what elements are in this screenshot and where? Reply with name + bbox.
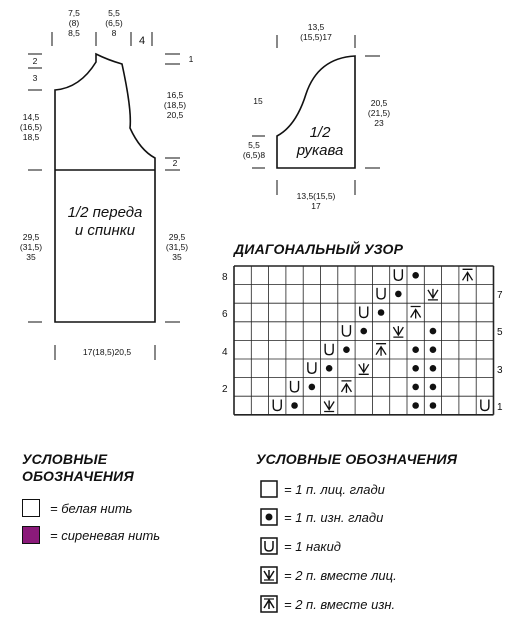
pattern-title: ДИАГОНАЛЬНЫЙ УЗОР — [234, 241, 404, 257]
dim-sleeve-top: 13,5 (15,5)17 — [300, 22, 332, 42]
dim-body-left: 29,5 (31,5) 35 — [19, 232, 43, 262]
purl-stitch-mark — [430, 384, 437, 391]
dim-2-right: 2 — [172, 158, 178, 168]
purl-stitch-mark — [291, 402, 298, 409]
knit-two-together-mark — [393, 326, 403, 337]
purl-stitch-mark — [412, 272, 419, 279]
dim-armhole-right: 16,5 (18,5) 20,5 — [163, 90, 187, 120]
dim-armhole-left: 14,5 (16,5) 18,5 — [19, 112, 43, 142]
purl-two-together-icon — [260, 595, 278, 613]
dim-sleeve-bottom: 13,5(15,5) 17 — [296, 191, 336, 211]
purl-two-together-mark — [463, 269, 473, 281]
knit-two-together-mark — [324, 401, 334, 412]
legend-yarn-over — [260, 537, 341, 555]
symbol-legend-heading: УСЛОВНЫЕ ОБОЗНАЧЕНИЯ — [256, 451, 458, 467]
legend-lilac-yarn — [22, 526, 160, 544]
knit-two-together-mark — [359, 363, 369, 374]
dim-sleeve-cap-right: 20,5 (21,5) 23 — [367, 98, 391, 128]
yarn-over-mark — [325, 344, 333, 355]
legend-knit — [260, 480, 385, 498]
row-number-left: 2 — [222, 384, 228, 395]
dim-1-right: 1 — [188, 54, 194, 64]
legend-k2tog-text: = 2 п. вместе лиц. — [284, 567, 397, 583]
purl-two-together-mark — [411, 307, 421, 319]
yarn-over-mark — [291, 381, 299, 392]
legend-lilac-yarn-text: = сиреневая нить — [50, 527, 161, 543]
yarn-over-mark — [377, 288, 385, 299]
purl-stitch-mark — [395, 291, 402, 298]
color-legend-heading: УСЛОВНЫЕ ОБОЗНАЧЕНИЯ — [22, 451, 134, 484]
purl-stitch-mark — [360, 328, 367, 335]
purl-stitch-mark — [430, 346, 437, 353]
purl-two-together-mark — [376, 344, 386, 356]
yarn-over-mark — [273, 400, 281, 411]
purl-stitch-mark — [343, 346, 350, 353]
legend-purl-text: = 1 п. изн. глади — [284, 509, 384, 525]
yarn-over-mark — [481, 400, 489, 411]
legend-k2tog — [260, 566, 397, 584]
sleeve-label: 1/2 рукава — [296, 124, 344, 159]
purl-stitch-mark — [412, 365, 419, 372]
row-number-left: 6 — [222, 309, 228, 320]
legend-white-yarn-text: = белая нить — [50, 500, 133, 516]
purl-stitch-mark — [378, 309, 385, 316]
purl-stitch-mark — [430, 402, 437, 409]
purl-stitch-icon — [260, 508, 278, 526]
purl-two-together-mark — [341, 381, 351, 393]
yarn-over-mark — [360, 307, 368, 318]
dim-3-left: 3 — [32, 73, 38, 83]
knit-two-together-mark — [428, 289, 438, 300]
purl-stitch-mark — [412, 402, 419, 409]
dim-shoulder-left: 7,5 (8) 8,5 — [68, 8, 80, 38]
knit-two-together-icon — [260, 566, 278, 584]
row-number-left: 8 — [222, 272, 228, 283]
purl-stitch-mark — [412, 384, 419, 391]
dim-neck-drop: 4 — [138, 35, 146, 47]
row-number-right: 5 — [497, 327, 503, 338]
front-back-label: 1/2 переда и спинки — [67, 204, 143, 239]
dim-width: 17(18,5)20,5 — [82, 347, 132, 357]
yarn-over-icon — [260, 537, 278, 555]
purl-stitch-mark — [326, 365, 333, 372]
dim-body-right: 29,5 (31,5) 35 — [165, 232, 189, 262]
yarn-over-mark — [308, 362, 316, 373]
legend-p2tog — [260, 595, 395, 613]
white-yarn-swatch — [22, 499, 40, 517]
purl-stitch-mark — [430, 365, 437, 372]
knit-stitch-icon — [260, 480, 278, 498]
dim-sleeve-bottom-left: 5,5 (6,5)8 — [242, 140, 266, 160]
row-number-right: 3 — [497, 365, 503, 376]
purl-stitch-mark — [412, 346, 419, 353]
row-number-left: 4 — [222, 347, 228, 358]
yarn-over-mark — [394, 269, 402, 280]
legend-yarn-over-text: = 1 накид — [284, 538, 341, 554]
dim-shoulder-mid: 5,5 (6,5) 8 — [105, 8, 123, 38]
purl-stitch-mark — [430, 328, 437, 335]
legend-white-yarn — [22, 499, 132, 517]
lilac-yarn-swatch — [22, 526, 40, 544]
purl-stitch-mark — [309, 384, 316, 391]
row-number-right: 1 — [497, 402, 503, 413]
legend-knit-text: = 1 п. лиц. глади — [284, 481, 385, 497]
row-number-right: 7 — [497, 290, 503, 301]
legend-purl — [260, 508, 383, 526]
dim-sleeve-cap-left: 15 — [253, 96, 263, 106]
legend-p2tog-text: = 2 п. вместе изн. — [284, 596, 396, 612]
yarn-over-mark — [342, 325, 350, 336]
dim-2-left: 2 — [32, 56, 38, 66]
